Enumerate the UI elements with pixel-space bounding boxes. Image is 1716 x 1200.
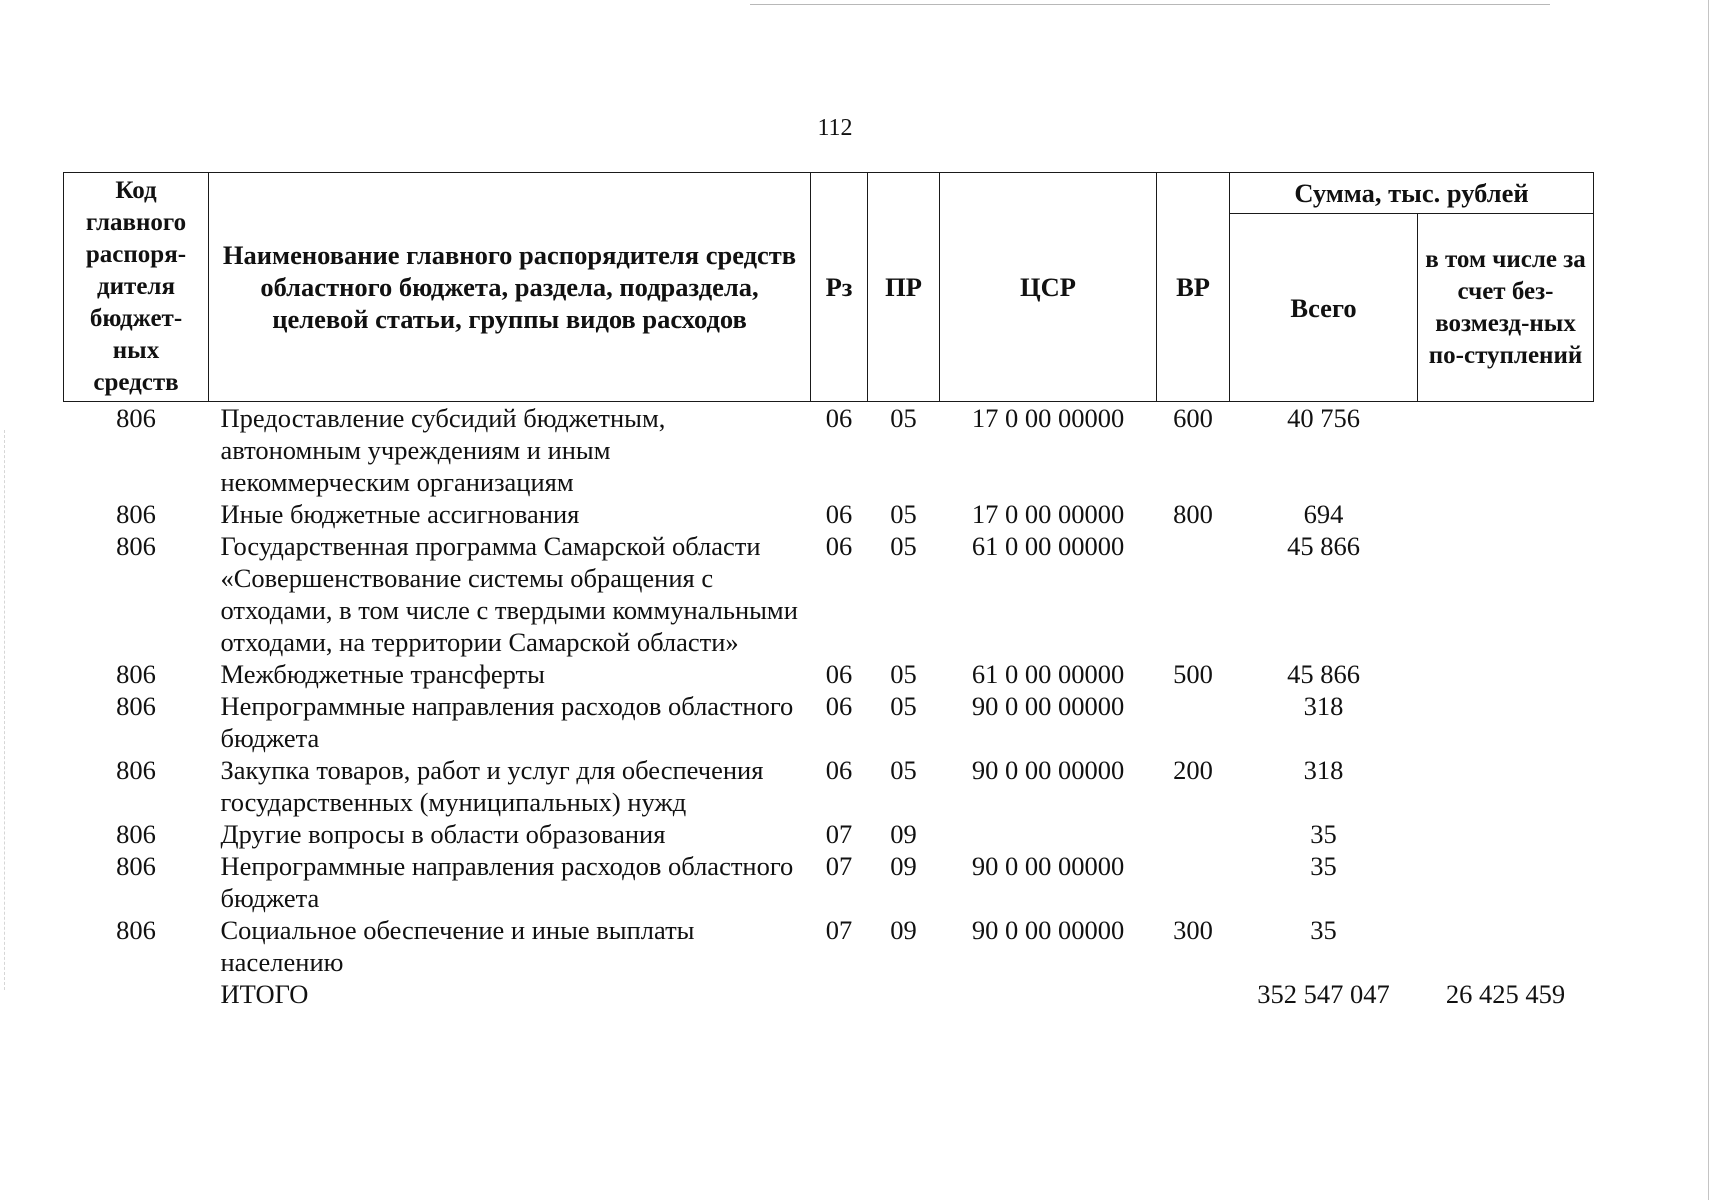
cell-code: 806 (116, 819, 156, 849)
cell-rz: 07 (825, 819, 853, 849)
cell-pr: 05 (890, 659, 917, 689)
cell-csr: 90 0 00 00000 (971, 915, 1125, 945)
total-label: ИТОГО (220, 979, 309, 1009)
cell-vr: 600 (1173, 403, 1213, 433)
cell-rz: 06 (825, 755, 853, 785)
header-vr: ВР (1157, 173, 1230, 402)
cell-vr: 500 (1173, 659, 1213, 689)
cell-csr: 90 0 00 00000 (971, 851, 1125, 881)
cell-csr: 17 0 00 00000 (971, 403, 1125, 433)
header-including: в том числе за счет без-возмезд-ных по-ступлений (1418, 214, 1594, 402)
cell-including (1418, 850, 1594, 914)
cell-name: Государственная программа Самарской области «Совершенствование системы обращения с отходами, в том числе с твердыми коммунальными отходами, на территории Самарской области» (220, 531, 798, 657)
cell-pr: 05 (890, 691, 917, 721)
cell-rz: 06 (825, 691, 853, 721)
grand-total-including: 26 425 459 (1445, 979, 1566, 1009)
cell-code: 806 (116, 403, 156, 433)
cell-code: 806 (116, 851, 156, 881)
page-number: 112 (817, 115, 853, 141)
scan-edge-right (1708, 0, 1709, 1200)
cell-total-pr (868, 978, 940, 1010)
table-row (64, 498, 1594, 530)
cell-total: 45 866 (1287, 531, 1360, 561)
cell-vr: 300 (1173, 915, 1213, 945)
header-csr: ЦСР (940, 173, 1157, 402)
cell-vr (1157, 690, 1230, 754)
grand-total: 352 547 047 (1257, 979, 1390, 1009)
table-row (64, 850, 1594, 914)
table-row (64, 818, 1594, 850)
cell-csr: 90 0 00 00000 (971, 755, 1125, 785)
cell-total: 318 (1303, 755, 1344, 785)
cell-pr: 05 (890, 531, 917, 561)
cell-csr (940, 818, 1157, 850)
cell-code: 806 (116, 531, 156, 561)
table-header (64, 173, 1594, 402)
cell-total-csr (940, 978, 1157, 1010)
budget-table (63, 172, 1594, 1010)
cell-vr: 800 (1173, 499, 1213, 529)
cell-name: Социальное обеспечение и иные выплаты населению (220, 915, 695, 977)
cell-including (1418, 914, 1594, 978)
cell-csr: 90 0 00 00000 (971, 691, 1125, 721)
cell-vr (1157, 818, 1230, 850)
cell-code: 806 (116, 915, 156, 945)
cell-pr: 05 (890, 403, 917, 433)
cell-rz: 07 (825, 915, 853, 945)
cell-name: Предоставление субсидий бюджетным, автономным учреждениям и иным некоммерческим организациям (220, 403, 666, 497)
cell-name: Другие вопросы в области образования (220, 819, 666, 849)
cell-total: 694 (1303, 499, 1344, 529)
cell-code: 806 (116, 499, 156, 529)
cell-csr: 61 0 00 00000 (971, 659, 1125, 689)
cell-name: Закупка товаров, работ и услуг для обеспечения государственных (муниципальных) нужд (220, 755, 764, 817)
cell-rz: 06 (825, 659, 853, 689)
table-body (64, 402, 1594, 1011)
cell-code: 806 (116, 659, 156, 689)
cell-including (1418, 530, 1594, 658)
table-row (64, 754, 1594, 818)
cell-total-vr (1157, 978, 1230, 1010)
cell-code: 806 (116, 755, 156, 785)
cell-total: 45 866 (1287, 659, 1360, 689)
cell-vr (1157, 850, 1230, 914)
cell-rz: 06 (825, 531, 853, 561)
cell-including (1418, 690, 1594, 754)
table-row (64, 690, 1594, 754)
cell-csr: 17 0 00 00000 (971, 499, 1125, 529)
cell-vr: 200 (1173, 755, 1213, 785)
scan-edge-top (750, 4, 1550, 5)
cell-rz: 07 (825, 851, 853, 881)
table-row (64, 530, 1594, 658)
cell-total: 35 (1310, 851, 1337, 881)
header-rz: Рз (811, 173, 868, 402)
cell-pr: 05 (890, 755, 917, 785)
cell-rz: 06 (825, 403, 853, 433)
header-code: Код главного распоря-дителя бюджет-ных средств (64, 173, 209, 402)
total-row (64, 978, 1594, 1010)
table-row (64, 914, 1594, 978)
cell-code: 806 (116, 691, 156, 721)
cell-total: 35 (1310, 915, 1337, 945)
cell-name: Межбюджетные трансферты (220, 659, 545, 689)
cell-pr: 09 (890, 851, 917, 881)
cell-name: Иные бюджетные ассигнования (220, 499, 580, 529)
cell-total: 318 (1303, 691, 1344, 721)
cell-total-rz (811, 978, 868, 1010)
header-pr: ПР (868, 173, 940, 402)
header-total: Всего (1230, 214, 1418, 402)
cell-including (1418, 658, 1594, 690)
cell-name: Непрограммные направления расходов областного бюджета (220, 691, 794, 753)
table-row (64, 402, 1594, 499)
cell-pr: 09 (890, 915, 917, 945)
cell-vr (1157, 530, 1230, 658)
cell-pr: 09 (890, 819, 917, 849)
cell-including (1418, 402, 1594, 499)
cell-total: 40 756 (1287, 403, 1360, 433)
header-sum-group: Сумма, тыс. рублей (1230, 173, 1594, 214)
table-row (64, 658, 1594, 690)
cell-csr: 61 0 00 00000 (971, 531, 1125, 561)
cell-including (1418, 818, 1594, 850)
cell-rz: 06 (825, 499, 853, 529)
header-name: Наименование главного распорядителя средств областного бюджета, раздела, подраздела, целевой статьи, группы видов расходов (209, 173, 811, 402)
cell-pr: 05 (890, 499, 917, 529)
cell-total-code (64, 978, 209, 1010)
cell-name: Непрограммные направления расходов областного бюджета (220, 851, 794, 913)
cell-including (1418, 498, 1594, 530)
cell-including (1418, 754, 1594, 818)
cell-total: 35 (1310, 819, 1337, 849)
scan-edge-left (4, 430, 5, 990)
